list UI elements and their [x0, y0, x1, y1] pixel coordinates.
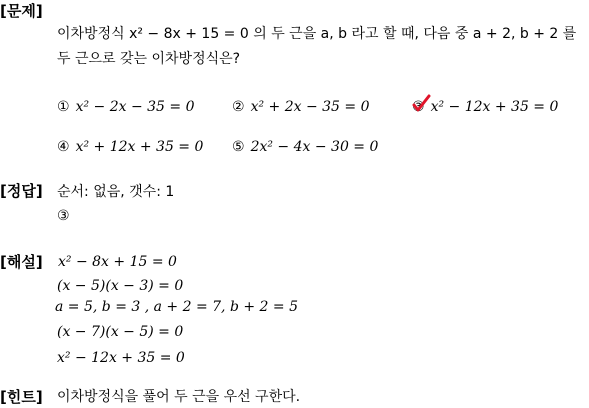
choice-2-number: ② — [232, 99, 245, 115]
choice-4-equation: x² + 12x + 35 = 0 — [75, 139, 204, 155]
problem-label: [문제] — [0, 2, 43, 20]
choice-5[interactable] — [232, 138, 378, 156]
problem-text-line1 — [57, 25, 576, 43]
choice-1-number: ① — [57, 99, 70, 115]
answer-value: ③ — [57, 208, 70, 224]
check-mark-icon — [411, 94, 431, 114]
hint-text: 이차방정식을 풀어 두 근을 우선 구한다. — [57, 389, 301, 405]
answer-label: [정답] — [0, 182, 43, 200]
hint-label: [힌트] — [0, 388, 43, 406]
choice-4-number: ④ — [57, 139, 70, 155]
explanation-step-1: x² − 8x + 15 = 0 — [58, 254, 177, 270]
answer-meta: 순서: 없음, 갯수: 1 — [57, 184, 175, 200]
choice-1[interactable] — [57, 98, 195, 116]
choice-5-equation: 2x² − 4x − 30 = 0 — [250, 139, 379, 155]
explanation-step-3: a = 5, b = 3 , a + 2 = 7, b + 2 = 5 — [55, 299, 298, 315]
explanation-step-4: (x − 7)(x − 5) = 0 — [57, 324, 184, 340]
explanation-label: [해설] — [0, 253, 43, 271]
choice-4[interactable] — [57, 138, 203, 156]
problem-line1: 이차방정식 x² − 8x + 15 = 0 의 두 근을 a, b 라고 할 때, 다음 중 a + 2, b + 2 를 — [57, 26, 577, 42]
choice-2-equation: x² + 2x − 35 = 0 — [250, 99, 370, 115]
choice-1-equation: x² − 2x − 35 = 0 — [75, 99, 195, 115]
problem-text-line2: 두 근으로 갖는 이차방정식은? — [57, 51, 241, 67]
choice-2[interactable] — [232, 98, 370, 116]
explanation-step-2: (x − 5)(x − 3) = 0 — [57, 278, 184, 294]
choice-5-number: ⑤ — [232, 139, 245, 155]
choice-3-number: ③ — [412, 99, 425, 115]
choice-3[interactable] — [412, 98, 558, 116]
explanation-step-5: x² − 12x + 35 = 0 — [57, 350, 185, 366]
choice-3-equation: x² − 12x + 35 = 0 — [430, 99, 559, 115]
